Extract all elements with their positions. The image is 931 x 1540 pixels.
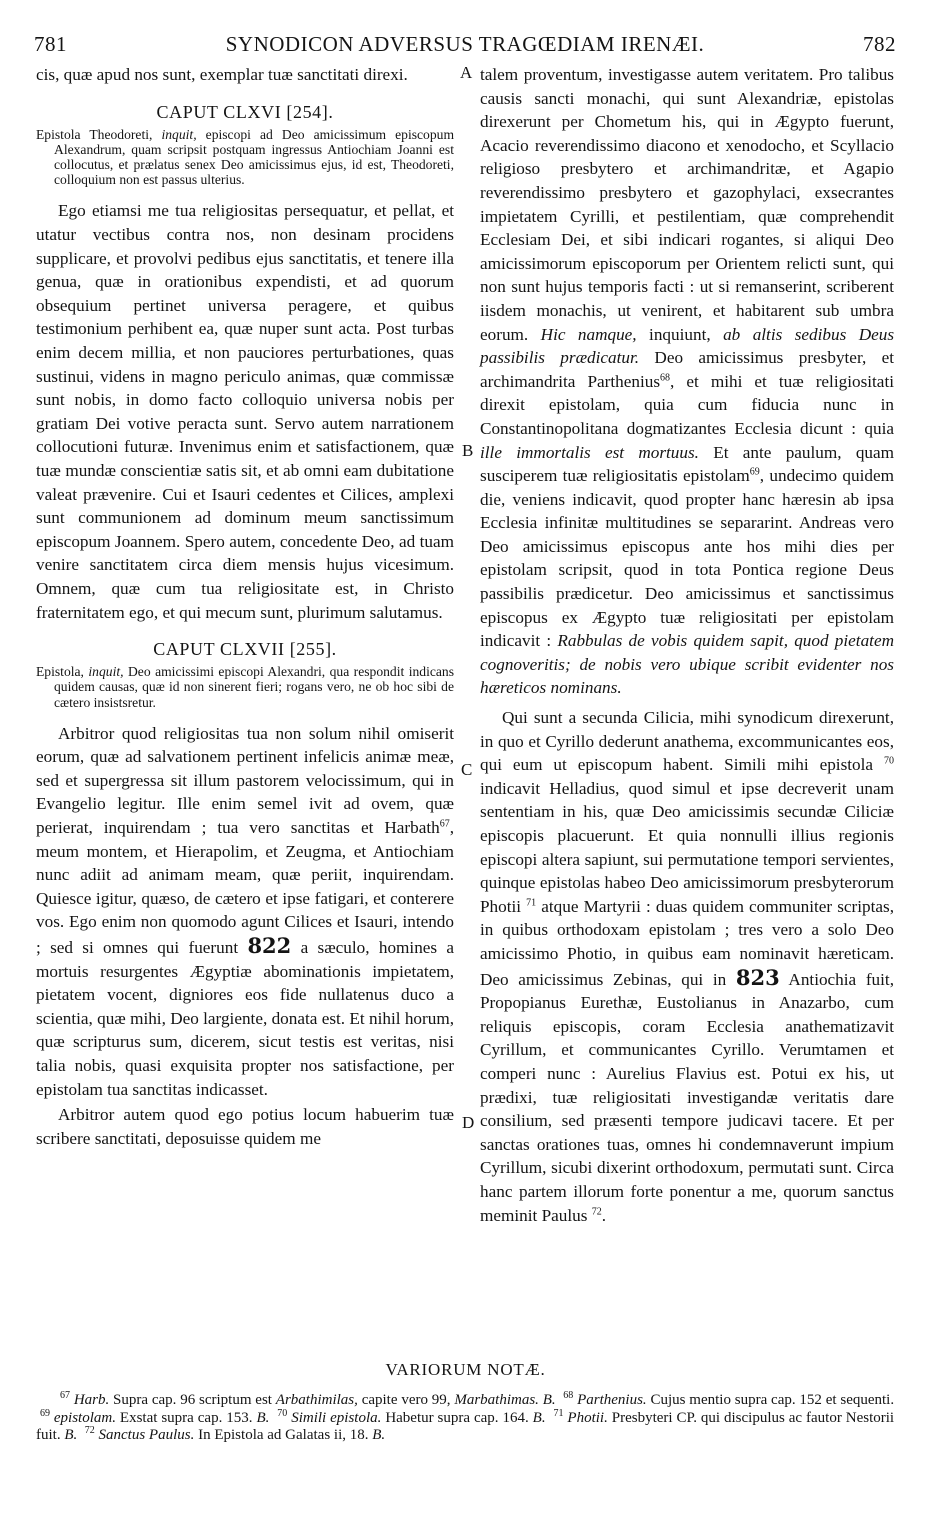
note-ref: 67 xyxy=(439,818,450,830)
page-number-right: 782 xyxy=(863,32,896,56)
note-text: capite vero 99, xyxy=(361,1392,451,1408)
note-lemma: Sanctus Paulus. xyxy=(98,1427,195,1444)
text-run: Arbitror quod religiositas tua non solum nihil omiserit eorum, quæ ad salvationem pertinent infelicis animæ meæ, sed et supergressa sit illum pastorem velocissimum, qui in Evangelio legitur. Ille enim semel ivit ad ovem, quæ perierat, inquirendam ; tua vero sanctitas et Harbath xyxy=(36,723,454,838)
note-number: 69 xyxy=(39,1407,50,1419)
note-number: 67 xyxy=(60,1390,70,1401)
notes-heading: VARIORUM NOTÆ. xyxy=(385,1360,546,1379)
italic-run: ille immortalis est mortuus. xyxy=(480,442,699,462)
column-number: 822 xyxy=(247,933,292,959)
note-italic: B. xyxy=(532,1409,546,1426)
note-italic: B. xyxy=(372,1427,386,1444)
argument-inquit: inquit, xyxy=(88,664,124,680)
note-text: Exstat supra cap. 153. xyxy=(119,1409,253,1426)
right-column xyxy=(480,63,894,1227)
chapter-heading-266: CAPUT CLXVI [254]. xyxy=(156,101,334,122)
note-italic: Marbathimas. B. xyxy=(454,1392,556,1408)
paragraph: cis, quæ apud nos sunt, exemplar tuæ sanctitati direxi. xyxy=(36,65,408,84)
argument-text: Deo amicissimi episcopi Alexandri, qua respondit indicans quidem causas, quæ id non sinerent fieri; rogans vero, ne ob hoc sibi de cætero insistsretur. xyxy=(54,664,455,710)
note-italic: B. xyxy=(256,1409,270,1426)
margin-letter-d: D xyxy=(462,1113,475,1132)
chapter-argument xyxy=(36,127,454,188)
note-text: Supra cap. 96 scriptum est xyxy=(113,1392,272,1408)
running-title: SYNODICON ADVERSUS TRAGŒDIAM IRENÆI. xyxy=(225,32,705,56)
paragraph: Ego etiamsi me tua religiositas persequatur, et pellat, et utatur vectibus contra nos, non desinam procidens supplicare, et provolvi pedibus ejus sanctitatis, et tenere illa genua, quæ in orationibus expendisti, et ad quorum obsequium pertinet universa peragere, et quibus testimonium perhibent ea, quæ nuper sunt acta. Post turbas enim decem millia, et non pauciores perturbationes, quas sustinui, videns in magno periculo animas, quæ commissæ sunt nobis, in domo facto colloquio universa nobis per gratiam Dei votive peracta sunt. Servo autem narrationem collocutioni futuræ. Invenimus enim et satisfactionem, quæ tuæ mundæ conscientiæ satis sit, et ab omni eam dubitatione valeat prævenire. Cui et Isauri cedentes et Cilices, amplexi sunt communionem ad dominum meum sanctissimum episcopum Joannem. Spero autem, concedente Deo, ad tuam venire sanctitatem circa diem mensis hujus vicesimum. Omnem, quæ cum tua religiositate est, in Christo fraternitatem ego, et qui mecum sunt, plurimum salutamus. xyxy=(36,201,454,622)
note-number: 70 xyxy=(277,1407,288,1419)
note-number: 68 xyxy=(563,1390,574,1401)
argument-inquit: inquit, xyxy=(161,126,197,142)
argument-text: Epistola Theodoreti, xyxy=(36,126,153,142)
note-text: Presbyteri CP. qui discipulus ac fautor Nestorii fuit. xyxy=(36,1409,895,1444)
note-lemma: Photii. xyxy=(567,1409,608,1426)
margin-letter-a: A xyxy=(460,63,473,82)
variorum-notes xyxy=(36,1392,894,1445)
note-text: Habetur supra cap. 164. xyxy=(385,1409,529,1426)
note-lemma: Parthenius. xyxy=(577,1392,647,1408)
paragraph xyxy=(36,722,454,1102)
text-run: talem proventum, investigasse autem veritatem. Pro talibus causis sancti monachi, qui sunt Alexandriæ, epistolas direxerunt per Chometum his, qui in Ægypto fuerunt, Acacio reverendissimo diacono et xenodocho, et Scyllacio religioso presbytero et archimandritæ, et Agapio reverendissimo presbytero et gazophylaci, exsecrantes impietatem Cyrilli, et pestilentiam, quæ comprehendit Ecclesiam Dei, et sibi indicari rogantes, si aliqui Deo amicissimorum episcoporum per Orientem relicti sunt, qui non sunt hujus temporis facti : ut si remanserint, scriberent iisdem monachis, ut venirent, et habitarent sub umbra eorum. xyxy=(480,65,894,344)
text-run: , meum montem, et Hierapolim, et Zeugma, et Antiochiam nunc adiit ad animam meam, quæ periit, inquirendam. Quiesce igitur, quæso, de cætero et ipse fatigari, et conterere vos. Ego enim non quomodo agunt Cilices et Isauri, intendo ; sed si omnes qui fuerunt xyxy=(36,818,454,958)
margin-letter-b: B xyxy=(462,441,474,460)
note-ref: 69 xyxy=(749,466,760,478)
note-text: Cujus mentio supra cap. 152 et sequenti. xyxy=(650,1392,895,1408)
paragraph xyxy=(480,63,894,700)
text-run: atque Martyrii : duas quidem communiter scriptas, in quibus orthodoxam epistolam ; tres vero a solo Deo amicissimo Photio, in quibus eam nominavit hæreticam. Deo amicissimus Zebinas, qui in xyxy=(480,896,894,989)
note-italic: Arbathimilas, xyxy=(275,1392,358,1408)
text-run: Et ante paulum, quam susciperem tuæ religiositatis epistolam xyxy=(480,442,895,486)
text-run: Qui sunt a secunda Cilicia, mihi synodicum direxerunt, in quo et Cyrillo dederunt anathema, excommunicantes eos, qui eum ut episcopum habent. Simili mihi epistola xyxy=(480,708,894,775)
column-number: 823 xyxy=(735,964,780,990)
note-lemma: epistolam. xyxy=(53,1409,116,1426)
note-text: In Epistola ad Galatas ii, 18. xyxy=(198,1427,369,1444)
margin-letter-c: C xyxy=(461,760,473,779)
paragraph: Arbitror autem quod ego potius locum habuerim tuæ scribere sanctitati, deposuisse quidem me xyxy=(36,1105,454,1148)
text-run: , undecimo quidem die, veniens indicavit, quod propter hanc hæresin ab ipsa Ecclesia infinitæ multitudines se separarint. Andreas vero Deo amicissimus episcopus ante hos mihi dies per epistolam scripsit, quod in tota Pontica regione Deus passibilis prædicetur. Deo amicissimus et sanctissimus episcopus ex Ægypto tuæ religiositati per epistolam indicavit : xyxy=(480,466,894,651)
text-run: Antiochia fuit, Propopianus Eurethæ, Eustolianus in Anazarbo, cum reliquis episcopis, coram Ecclesia anathematizavit Cyrillum, et communicantes Cyrillo. Verumtamen et comperi nunc : Aurelius Flavius est. Potui ex his, ut prædixi, tuæ religiositati investigandæ veritatis dare consilium, sed præsenti tempore judicavi tacere. Et per sanctas orationes tuas, omnes hi condemnaverunt impium Cyrillum, sicubi dixerint orthodoxum, permutati sunt. Circa hanc partem illorum forte ponentur a me, quorum sanctus meminit Paulus xyxy=(480,969,894,1225)
paragraph: Qui sunt a secunda Cilicia, mihi synodicum direxerunt, in quo et Cyrillo dederunt anathema, excommunicantes eos, qui eum ut episcopum habent. Simili mihi epistola $^{70}$ indicavit Helladius, quod simul et ipse decreverit unam sententiam in his, quæ Deo amicissimis secundæ Ciliciæ episcopis placuerunt. Et quia nonnulli illius regionis episcopi altera sapiunt, sui permutatione tempori servientes, quinque epistolas habeo Deo amicissimorum presbyterorum Photii $^{71}$ atque Martyrii : duas quidem communiter scriptas, in quibus orthodoxam epistolam ; tres vero a solo Deo amicissimo Photio, in quibus eam nominavit hæreticam. Deo amicissimus Zebinas, qui in 823 Antiochia fuit, Propopianus Eurethæ, Eustolianus in Anazarbo, cum reliquis episcopis, coram Ecclesia anathematizavit Cyrillum, et communicantes Cyrillo. Verumtamen et comperi nunc : Aurelius Flavius est. Potui ex his, ut prædixi, tuæ religiositati investigandæ veritatis dare consilium, sed præsenti tempore judicavi tacere. Et per sanctas orationes tuas, omnes hi condemnaverunt impium Cyrillum, sicubi dixerint orthodoxum, permutati sunt. Circa hanc partem illorum forte ponentur a me, quorum sanctus meminit Paulus $^{72}$. xyxy=(480,708,894,1225)
argument-text: episcopi ad Deo amicissimum episcopum Alexandrum, quam scripsit postquam ingressus Antiochiam Joanni est collocutus, et prælatus senex Deo amicissimus ejus, id est, Theodoreti, colloquium non est passus ulterius. xyxy=(54,126,455,188)
text-run: a sæculo, homines a mortuis resurgentes Ægyptiæ abominationis impietatem, pietatem vocent, digniores eos fide nullatenus duco a scientia, quæ mihi, Deo largiente, donata est. Et nihil horum, quæ scripturus sum, dicerem, sicut testis est veritas, nisi talia nobis, quasi exquisita propter nos satisfactione, per epistolam tua sanctitas indicasset. xyxy=(36,938,455,1099)
left-column xyxy=(36,63,454,1150)
chapter-heading-267: CAPUT CLXVII [255]. xyxy=(153,639,337,660)
page-number-left: 781 xyxy=(34,32,67,56)
note-ref: 70 xyxy=(884,755,894,767)
note-ref: 71 xyxy=(526,897,537,909)
note-italic: B. xyxy=(64,1427,78,1444)
note-ref: 72 xyxy=(591,1205,602,1217)
note-number: 71 xyxy=(553,1407,564,1419)
note-ref: 68 xyxy=(660,371,671,383)
argument-text: Epistola, xyxy=(36,664,84,680)
chapter-argument xyxy=(36,664,454,710)
note-number: 72 xyxy=(84,1425,95,1437)
text-run: Deo amicissimus presbyter, et archimandrita Parthenius xyxy=(480,348,895,391)
text-run: inquiunt, xyxy=(649,324,711,344)
italic-run: ab altis sedibus Deus passibilis prædicatur. xyxy=(480,324,895,368)
note-lemma: Harb. xyxy=(73,1392,110,1408)
note-lemma: Simili epistola. xyxy=(291,1409,382,1426)
italic-run: Rabbulas de vobis quidem sapit, quod pietatem cognoveritis; de nobis vero ubique scribit evidenter nos hæreticos nominans. xyxy=(480,631,894,698)
running-header xyxy=(34,32,896,62)
italic-run: Hic namque, xyxy=(540,324,637,344)
text-run: indicavit Helladius, quod simul et ipse decreverit unam sententiam in his, quæ Deo amicissimis secundæ Ciliciæ episcopis placuerunt. Et quia nonnulli illius regionis episcopi altera sapiunt, sui permutatione tempori servientes, quinque epistolas habeo Deo amicissimorum presbyterorum Photii xyxy=(480,778,894,916)
text-run: , et mihi et tuæ religiositati direxit epistolam, quia cum fiducia nunc in Constantinopolitana dogmatizantes Ecclesia dicunt : quia xyxy=(480,371,894,438)
